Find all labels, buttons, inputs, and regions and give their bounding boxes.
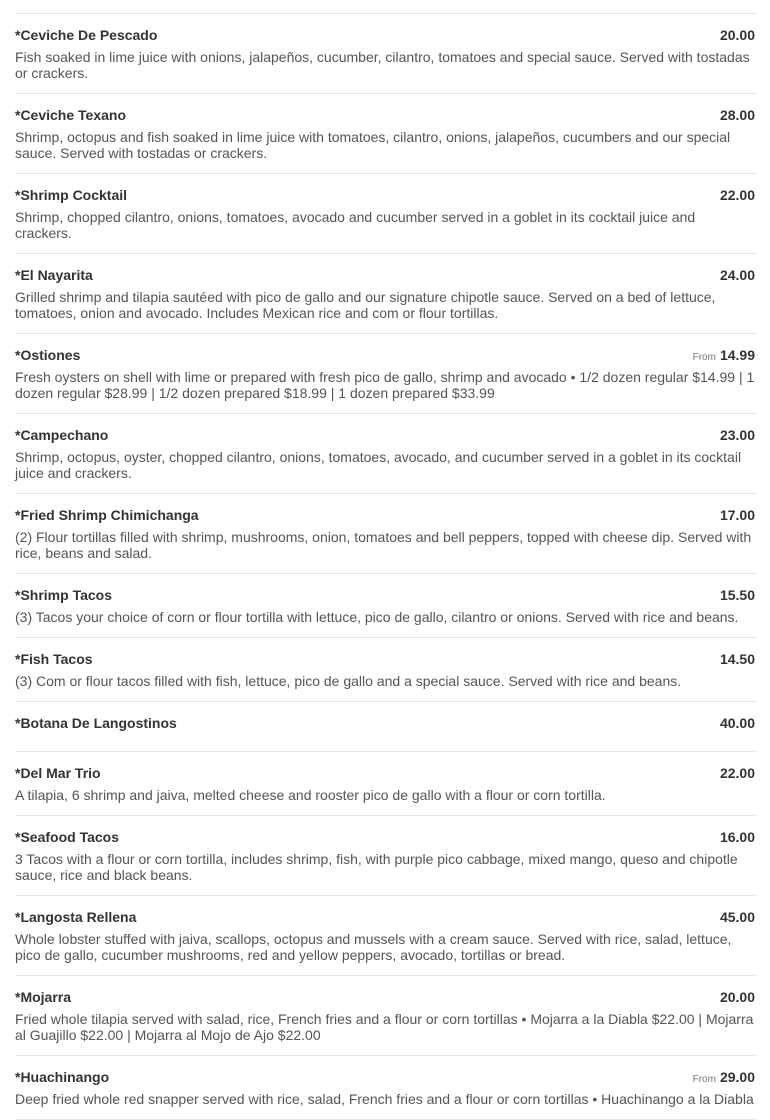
menu-item: [15, 752, 755, 816]
item-header: [15, 908, 755, 926]
item-header: [15, 426, 755, 444]
menu-item-partial: [15, 0, 755, 14]
item-price: 23.00: [719, 427, 755, 443]
item-price: 17.00: [719, 507, 755, 523]
item-description: Whole lobster stuffed with jaiva, scallops, octopus and mussels with a cream sauce. Served with rice, salad, lettuce, pico de gallo, cucumber mushrooms, red and yellow peppers, avocado, tortillas or bread.: [15, 931, 732, 963]
item-price-wrap: [720, 506, 755, 524]
menu-item: [15, 702, 755, 752]
item-header: [15, 650, 755, 668]
price-prefix: From: [692, 352, 716, 363]
item-price: 40.00: [719, 715, 755, 731]
item-price: 20.00: [719, 989, 755, 1005]
item-price: 29.00: [719, 1069, 755, 1085]
menu-item: [15, 976, 755, 1056]
item-description: A tilapia, 6 shrimp and jaiva, melted cheese and rooster pico de gallo with a flour or corn tortilla.: [15, 787, 606, 803]
item-name: *Ostiones: [15, 347, 81, 363]
item-description: Shrimp, octopus and fish soaked in lime juice with tomatoes, cilantro, onions, jalapeños, cucumbers and our special sauce. Served with tostadas or crackers.: [15, 129, 731, 161]
menu-item: [15, 94, 755, 174]
item-price-wrap: [720, 586, 755, 604]
item-description: Shrimp, chopped cilantro, onions, tomatoes, avocado and cucumber served in a goblet in its cocktail juice and crackers.: [15, 209, 696, 241]
item-price: 28.00: [719, 107, 755, 123]
menu-item: [15, 334, 755, 414]
item-price: 24.00: [719, 267, 755, 283]
item-price-wrap: [720, 650, 755, 668]
item-price-wrap: [693, 346, 755, 367]
item-price: 22.00: [719, 765, 755, 781]
menu-item: [15, 494, 755, 574]
item-description: Fried whole tilapia served with salad, rice, French fries and a flour or corn tortillas • Mojarra a la Diabla $22.00 | Mojarra al Guajillo $22.00 | Mojarra al Mojo de Ajo $22.00: [15, 1011, 754, 1043]
item-header: [15, 506, 755, 524]
item-description: Deep fried whole red snapper served with rice, salad, French fries and a flour or corn tortillas • Huachinango a la Diabla: [15, 1091, 754, 1107]
item-name: *Botana De Langostinos: [15, 715, 177, 731]
item-name: *Ceviche Texano: [15, 107, 127, 123]
menu-item: [15, 896, 755, 976]
item-header: [15, 988, 755, 1006]
item-description: Fresh oysters on shell with lime or prepared with fresh pico de gallo, shrimp and avocado • 1/2 dozen regular $14.99 | 1 dozen regular $28.99 | 1/2 dozen prepared $18.99 | 1 dozen prepared $33.99: [15, 369, 755, 401]
item-price: 14.99: [719, 347, 755, 363]
item-header: [15, 586, 755, 604]
item-header: [15, 764, 755, 782]
item-name: *Fish Tacos: [15, 651, 93, 667]
item-header: [15, 828, 755, 846]
menu-item: [15, 816, 755, 896]
menu-list: [15, 0, 755, 1120]
menu-item: [15, 638, 755, 702]
item-name: *Del Mar Trio: [15, 765, 101, 781]
item-price-wrap: [720, 186, 755, 204]
item-price-wrap: [720, 908, 755, 926]
item-header: [15, 186, 755, 204]
item-description: (3) Com or flour tacos filled with fish, lettuce, pico de gallo and a special sauce. Served with rice and beans.: [15, 673, 682, 689]
item-price-wrap: [720, 714, 755, 732]
menu-item: [15, 14, 755, 94]
item-price-wrap: [720, 828, 755, 846]
item-description: (3) Tacos your choice of corn or flour tortilla with lettuce, pico de gallo, cilantro or onions. Served with rice and beans.: [15, 609, 739, 625]
item-price-wrap: [720, 266, 755, 284]
item-price: 16.00: [719, 829, 755, 845]
item-description: Fish soaked in lime juice with onions, jalapeños, cucumber, cilantro, tomatoes and special sauce. Served with tostadas or crackers.: [15, 49, 750, 81]
item-price: 15.50: [719, 587, 755, 603]
item-header: [15, 714, 755, 732]
item-price: 14.50: [719, 651, 755, 667]
menu-item: [15, 414, 755, 494]
item-price: 45.00: [719, 909, 755, 925]
item-name: *Shrimp Tacos: [15, 587, 112, 603]
item-header: [15, 266, 755, 284]
item-name: *Ceviche De Pescado: [15, 27, 158, 43]
item-description: [15, 0, 755, 1]
item-description: 3 Tacos with a flour or corn tortilla, includes shrimp, fish, with purple pico cabbage, mixed mango, queso and chipotle sauce, rice and black beans.: [15, 851, 738, 883]
item-name: *Huachinango: [15, 1069, 110, 1085]
item-header: [15, 26, 755, 44]
item-description: Grilled shrimp and tilapia sautéed with pico de gallo and our signature chipotle sauce. Served on a bed of lettuce, tomatoes, onion and avocado. Includes Mexican rice and com or flour tortillas.: [15, 289, 716, 321]
item-price-wrap: [693, 1068, 755, 1089]
item-price-wrap: [720, 26, 755, 44]
item-price: 20.00: [719, 27, 755, 43]
item-name: *Seafood Tacos: [15, 829, 119, 845]
item-header: [15, 346, 755, 364]
menu-item: [15, 1056, 755, 1120]
item-price: 22.00: [719, 187, 755, 203]
item-name: *Shrimp Cocktail: [15, 187, 128, 203]
item-header: [15, 1068, 755, 1086]
item-header: [15, 106, 755, 124]
menu-item: [15, 254, 755, 334]
item-price-wrap: [720, 764, 755, 782]
menu-item: [15, 574, 755, 638]
item-name: *Langosta Rellena: [15, 909, 137, 925]
price-prefix: From: [692, 1074, 716, 1085]
item-name: *Fried Shrimp Chimichanga: [15, 507, 199, 523]
menu-item: [15, 174, 755, 254]
item-description: Shrimp, octopus, oyster, chopped cilantro, onions, tomatoes, avocado, and cucumber served in a goblet in its cocktail juice and crackers.: [15, 449, 742, 481]
item-name: *El Nayarita: [15, 267, 93, 283]
item-price-wrap: [720, 426, 755, 444]
item-price-wrap: [720, 988, 755, 1006]
item-description: (2) Flour tortillas filled with shrimp, mushrooms, onion, tomatoes and bell peppers, topped with cheese dip. Served with rice, beans and salad.: [15, 529, 752, 561]
item-name: *Campechano: [15, 427, 109, 443]
item-price-wrap: [720, 106, 755, 124]
item-name: *Mojarra: [15, 989, 72, 1005]
